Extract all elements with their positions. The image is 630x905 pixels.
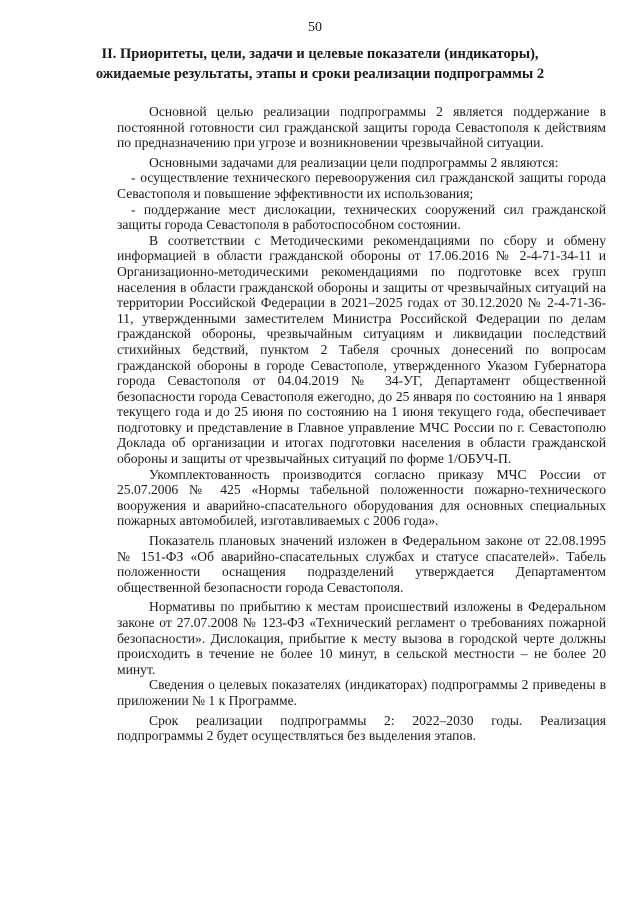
paragraph-methodical-recommendations: В соответствии с Методическими рекомендациями по сбору и обмену информацией в области гражданской обороны от 17.06.2016 № 2-4-71-34-11 и Организационно-методическими рекомендациями по подготовке всех групп населения в области гражданской обороны и защиты от чрезвычайных ситуаций на территории Российской Федерации в 2021–2025 годах от 30.12.2020 № 2-4-71-36-11, утвержденными заместителем Министра Российской Федерации по делам гражданской обороны, чрезвычайным ситуациям и ликвидации последствий стихийных бедствий, пунктом 2 Табеля срочных донесений по вопросам гражданской обороны в городе Севастополе, утвержденного Указом Губернатора города Севастополя от 04.04.2019 № 34-УГ, Департамент общественной безопасности города Севастополя ежегодно, до 25 января по состоянию на 1 января текущего года и до 25 июня по состоянию на 1 июня текущего года, обеспечивает подготовку и представление в Главное управление МЧС России по г. Севастополю Доклада об организации и итогах подготовки населения в области гражданской обороны и защиты от чрезвычайных ситуаций по форме 1/ОБУЧ-П. (117, 232, 606, 467)
paragraph-planned-values: Показатель плановых значений изложен в Федеральном законе от 22.08.1995 № 151-ФЗ «Об аварийно-спасательных службах и статусе спасателей». Табель положенности оснащения подразделений утверждается Департаментом общественной безопасности города Севастополя. (117, 533, 606, 595)
paragraph-implementation-period: Срок реализации подпрограммы 2: 2022–2030 годы. Реализация подпрограммы 2 будет осуществляться без выделения этапов. (117, 712, 606, 744)
page-number: 50 (308, 20, 322, 35)
section-heading-line-1: II. Приоритеты, цели, задачи и целевые показатели (индикаторы), (101, 46, 539, 62)
body-text (117, 104, 606, 744)
paragraph-task-maintenance: - поддержание мест дислокации, технических сооружений сил гражданской защиты города Севастополя в работоспособном состоянии. (117, 201, 606, 233)
section-heading (70, 44, 570, 84)
paragraph-arrival-norms: Нормативы по прибытию к местам происшествий изложены в Федеральном законе от 27.07.2008 № 123-ФЗ «Технический регламент о требованиях пожарной безопасности». Дислокация, прибытие к месту вызова в городской черте должны происходить в течение не более 10 минут, в сельской местности – не более 20 минут. (117, 599, 606, 677)
paragraph-staffing: Укомплектованность производится согласно приказу МЧС России от 25.07.2006 № 425 «Нормы табельной положенности пожарно-технического вооружения и аварийно-спасательного оборудования для основных специальных пожарных автомобилей, изготавливаемых с 2006 года». (117, 466, 606, 529)
section-heading-line-2: ожидаемые результаты, этапы и сроки реализации подпрограммы 2 (95, 66, 545, 82)
paragraph-indicators-info: Сведения о целевых показателях (индикаторах) подпрограммы 2 приведены в приложении № 1 к Программе. (117, 677, 606, 708)
paragraph-task-rearmament: - осуществление технического перевооружения сил гражданской защиты города Севастополя и повышение эффективности их использования; (117, 170, 606, 201)
paragraph-tasks-intro: Основными задачами для реализации цели подпрограммы 2 являются: (149, 154, 559, 170)
paragraph-main-goal: Основной целью реализации подпрограммы 2 является поддержание в постоянной готовности сил гражданской защиты города Севастополя к действиям по предназначению при угрозе и возникновении чрезвычайной ситуации. (117, 104, 606, 151)
